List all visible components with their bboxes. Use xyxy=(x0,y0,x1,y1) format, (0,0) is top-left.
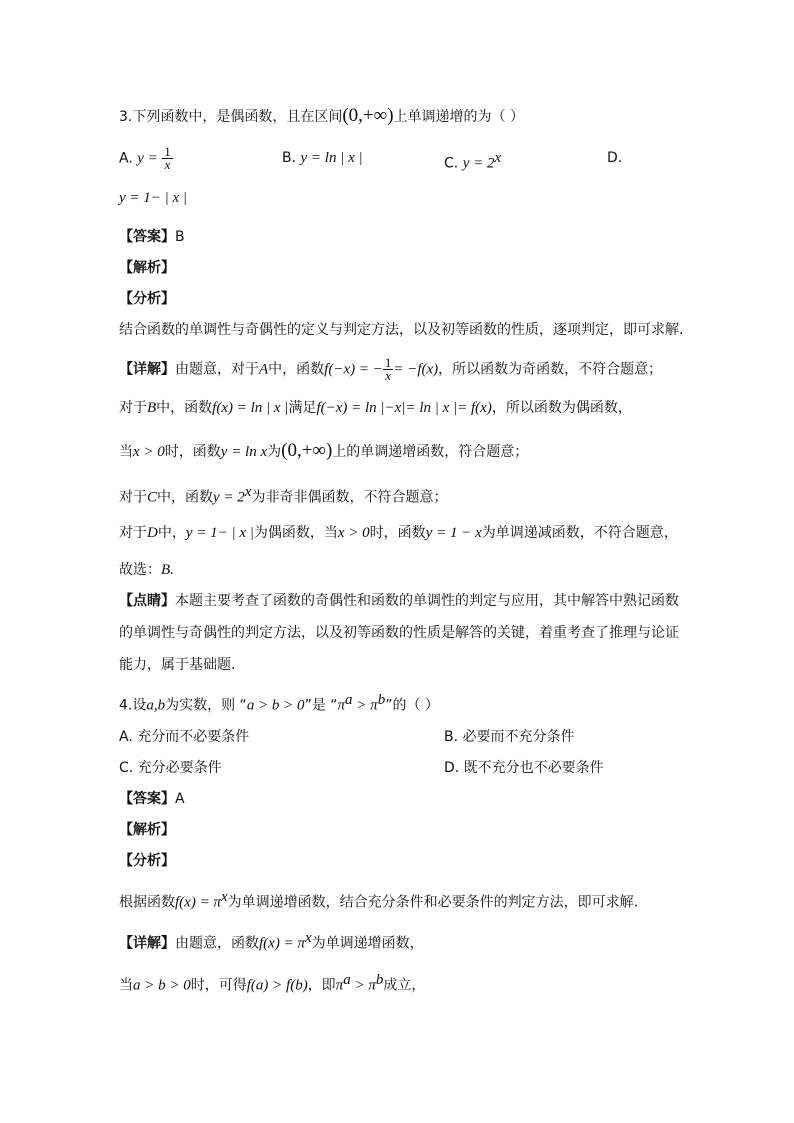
q3-jiexi: 【解析】 xyxy=(119,260,175,276)
q4-detail-2: 当a > b > 0时，可得f(a) > f(b)，即$\pi^a > \pi^b$成立， xyxy=(119,972,426,994)
q4-jiexi: 【解析】 xyxy=(119,822,175,838)
q3-stem: 3.下列函数中，是偶函数，且在区间(0,+∞)上单调递增的为（ ） xyxy=(119,105,524,126)
q3-detail-3: 当x > 0时，函数y = ln x为(0,+∞)上的单调递增函数，符合题意； xyxy=(119,440,529,461)
q3-fenxi: 【分析】 xyxy=(119,291,175,307)
q3-option-c: C. $y = 2^x$ xyxy=(444,150,502,172)
q3-option-a: A. y = $\frac{1}{x}$ xyxy=(119,144,171,172)
q4-option-b: B. 必要而不充分条件 xyxy=(444,729,575,745)
q4-answer: 【答案】A xyxy=(119,791,185,807)
q3-detail-5: 对于D中，y = 1− | x |为偶函数，当x > 0时，函数y = 1 − x为单调递减函数，不符合题意， xyxy=(119,525,678,541)
q3-choose: 故选：B. xyxy=(119,562,174,578)
q4-option-a: A. 充分而不必要条件 xyxy=(119,729,250,745)
q3-dianjing-2: 的单调性与奇偶性的判定方法，以及初等函数的性质是解答的关键，着重考查了推理与论证 xyxy=(119,625,679,641)
q4-option-d: D. 既不充分也不必要条件 xyxy=(444,760,604,776)
q3-answer: 【答案】B xyxy=(119,229,185,245)
q4-stem: 4.设a,b为实数，则 “a > b > 0”是 “$\pi^a > \pi^b$”的（ ） xyxy=(119,692,439,714)
q3-option-d-label: D. xyxy=(607,150,623,166)
q4-option-c: C. 充分必要条件 xyxy=(119,760,222,776)
q3-option-d: y = 1− | x | xyxy=(119,190,188,206)
q4-detail-1: 【详解】由题意，函数$f(x) = \pi^x$为单调递增函数， xyxy=(119,930,424,952)
q3-dianjing-1: 【点睛】本题主要考查了函数的奇偶性和函数的单调性的判定与应用，其中解答中熟记函数 xyxy=(119,593,679,609)
q3-detail-2: 对于B中，函数f(x) = ln | x |满足f(−x) = ln |−x|= ln | x |= f(x)，所以函数为偶函数， xyxy=(119,400,632,416)
q3-detail-1: 【详解】由题意，对于A中，函数f(−x) = − $\frac{1}{x}$ = −f(x)，所以函数为奇函数，不符合题意； xyxy=(119,355,663,383)
q3-fenxi-text: 结合函数的单调性与奇偶性的定义与判定方法，以及初等函数的性质，逐项判定，即可求解. xyxy=(119,322,684,338)
q4-fenxi-text: 根据函数$f(x) = \pi^x$为单调递增函数，结合充分条件和必要条件的判定方法，即可求解. xyxy=(119,889,639,911)
q3-option-b: B. y = ln | x | xyxy=(282,150,363,166)
q4-fenxi: 【分析】 xyxy=(119,853,175,869)
q3-dianjing-3: 能力，属于基础题. xyxy=(119,657,236,673)
q3-detail-4: 对于C中，函数$y = 2^x$为非奇非偶函数，不符合题意； xyxy=(119,484,448,506)
